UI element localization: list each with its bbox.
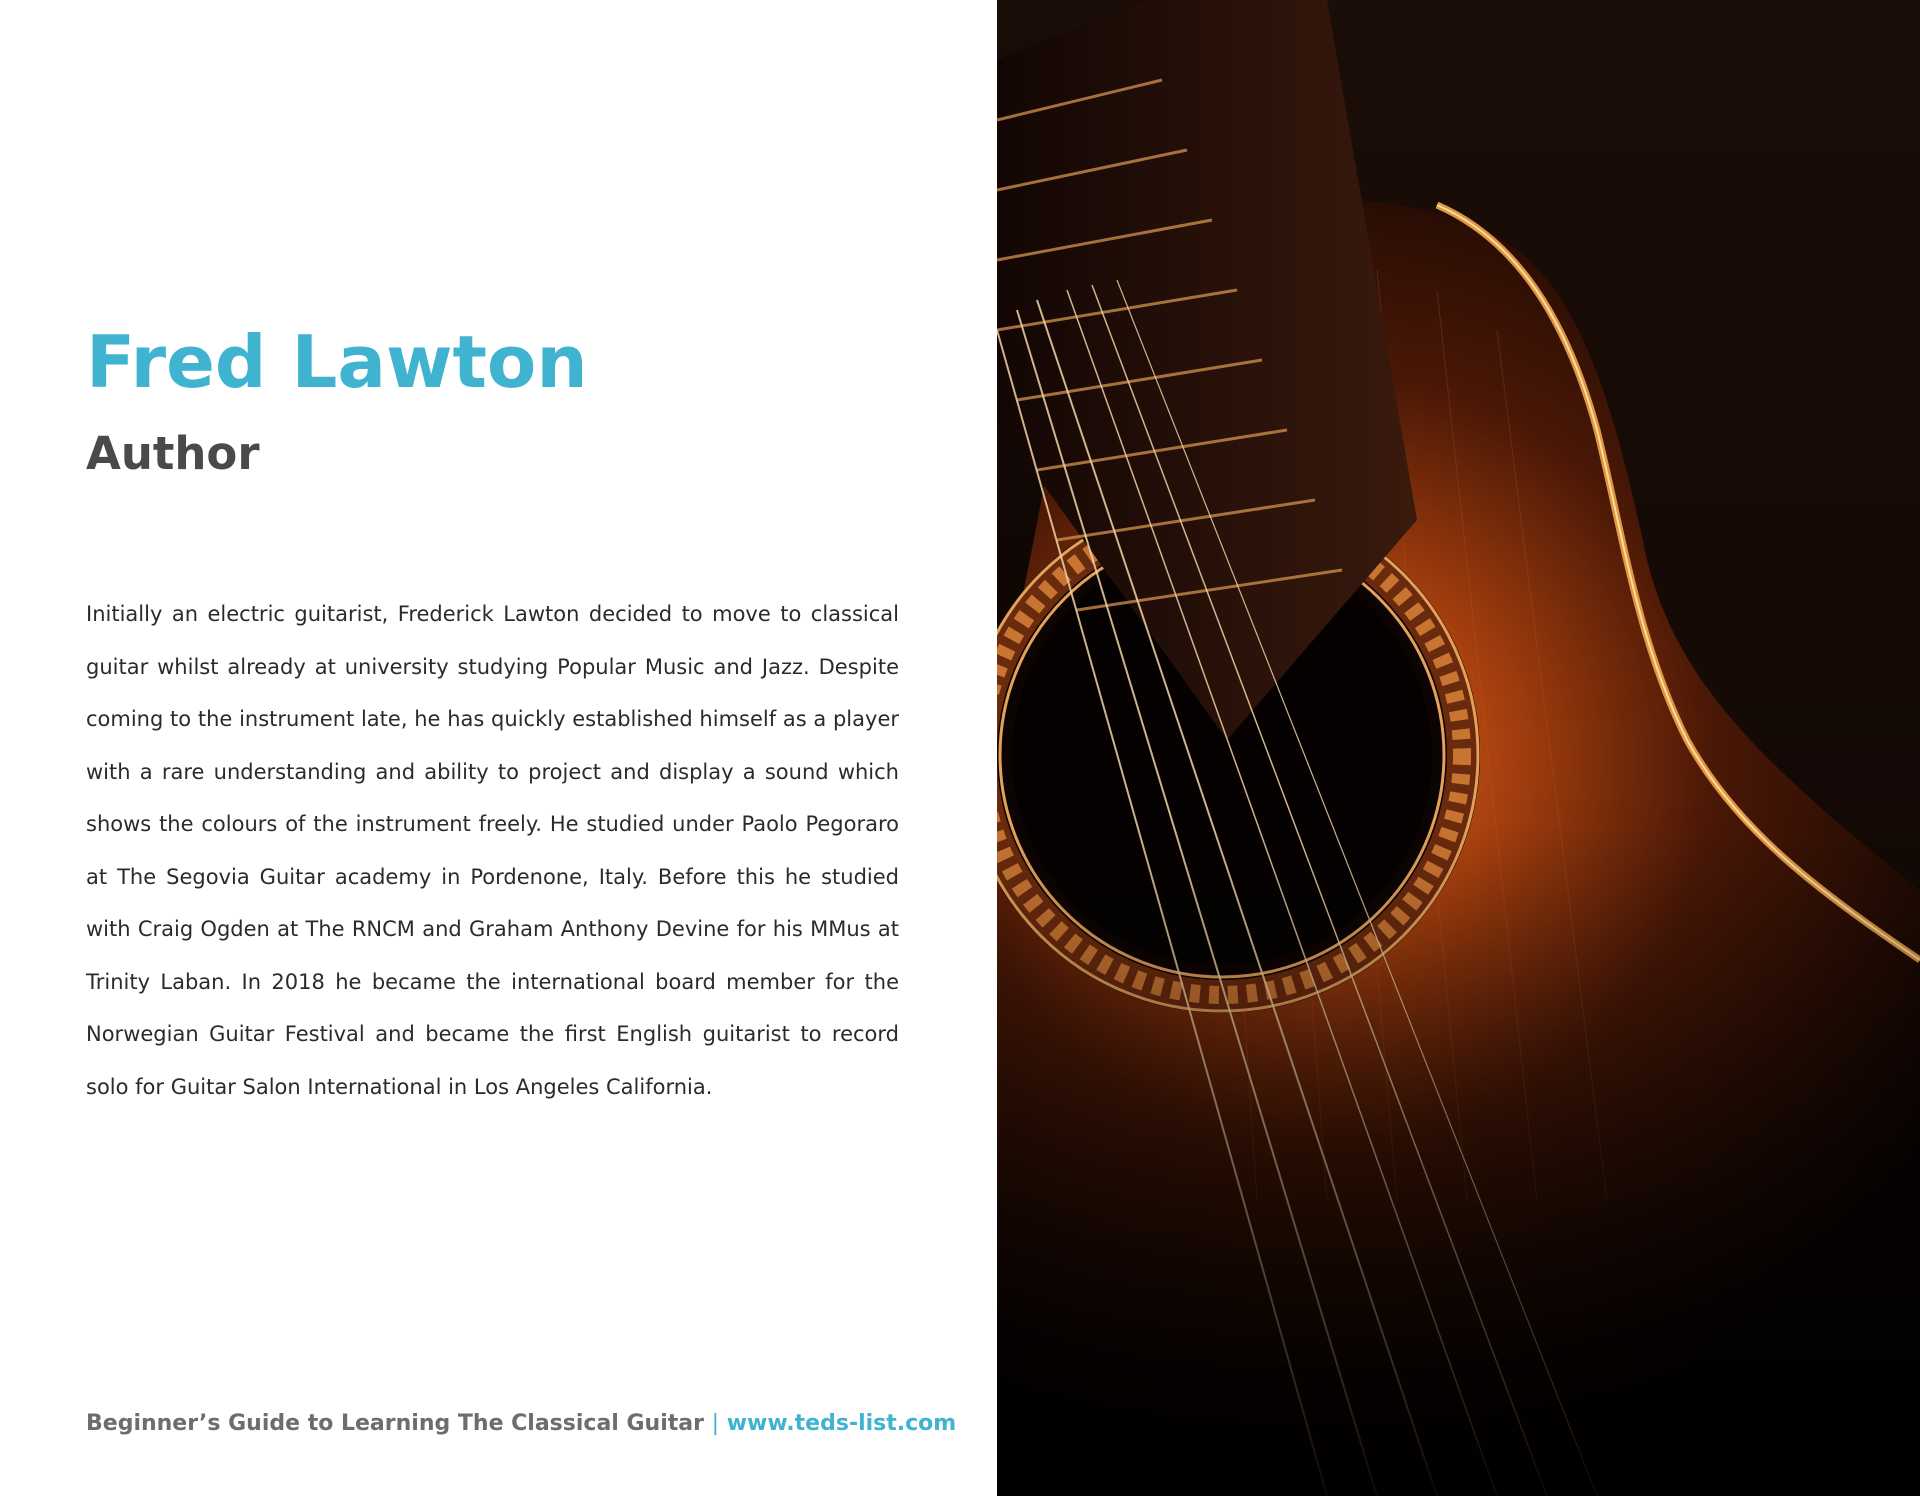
footer	[86, 1407, 956, 1441]
guitar-illustration	[997, 0, 1920, 1496]
footer-url[interactable]: www.teds-list.com	[726, 1411, 957, 1436]
author-name: Fred Lawton	[86, 320, 588, 404]
author-bio: Initially an electric guitarist, Frederick Lawton decided to move to classical guitar whilst already at university studying Popular Music and Jazz. Despite coming to the instrument late, he has quickly established himself as a player with a rare understanding and ability to project and display a sound which shows the colours of the instrument freely. He studied under Paolo Pegoraro at The Segovia Guitar academy in Pordenone, Italy. Before this he studied with Craig Ogden at The RNCM and Graham Anthony Devine for his MMus at Trinity Laban. In 2018 he became the international board member for the Norwegian Guitar Festival and became the first English guitarist to record solo for Guitar Salon International in Los Angeles California.	[86, 602, 899, 1099]
footer-title: Beginner’s Guide to Learning The Classical Guitar	[86, 1411, 704, 1436]
guitar-photo	[997, 0, 1920, 1496]
footer-separator: |	[711, 1411, 720, 1436]
author-role: Author	[86, 427, 260, 480]
